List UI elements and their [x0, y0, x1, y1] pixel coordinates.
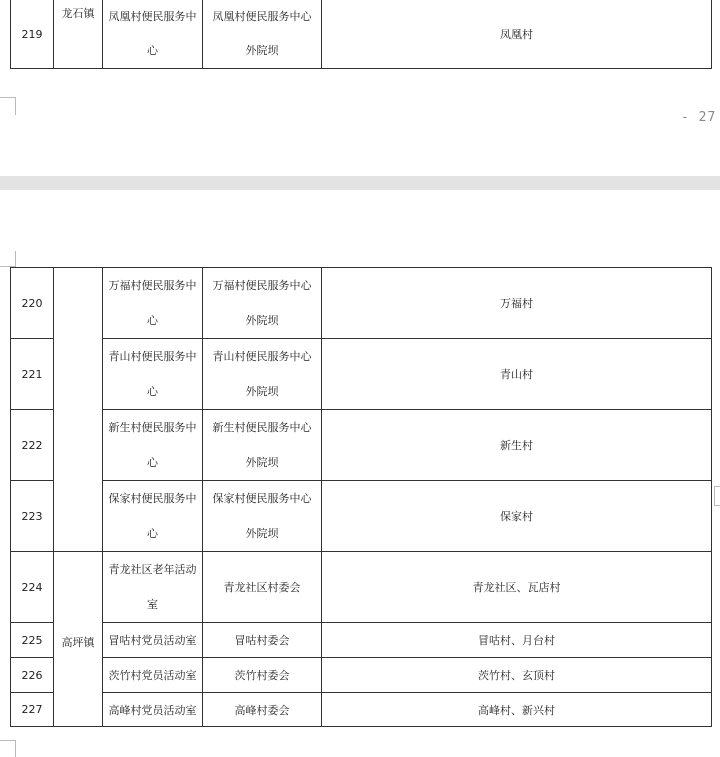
table-row	[11, 268, 712, 339]
row-no: 224	[11, 552, 54, 623]
address-cell: 冒咕村委会	[203, 623, 322, 658]
area-cell: 新生村	[322, 410, 712, 481]
area-cell: 青龙社区、瓦店村	[322, 552, 712, 623]
venue-cell: 新生村便民服务中 心	[103, 410, 203, 481]
row-no: 221	[11, 339, 54, 410]
address-line2: 外院坝	[245, 44, 279, 57]
row-no: 223	[11, 481, 54, 552]
margin-marker	[714, 486, 720, 506]
venue-cell: 万福村便民服务中 心	[103, 268, 203, 339]
row-no: 222	[11, 410, 54, 481]
area-cell: 凤凰村	[322, 0, 712, 69]
row-no: 227	[11, 693, 54, 727]
page-separator	[0, 176, 720, 190]
table-top	[10, 0, 712, 69]
address-cell: 万福村便民服务中心 外院坝	[203, 268, 322, 339]
venue-cell: 青龙社区老年活动 室	[103, 552, 203, 623]
table-row	[11, 623, 712, 658]
corner-mark	[0, 97, 16, 115]
venue-cell: 高峰村党员活动室	[103, 693, 203, 727]
venue-cell: 青山村便民服务中 心	[103, 339, 203, 410]
address-line1: 凤凰村便民服务中心	[212, 10, 312, 23]
row-no: 225	[11, 623, 54, 658]
area-cell: 万福村	[322, 268, 712, 339]
table-row	[11, 658, 712, 693]
table-row	[11, 481, 712, 552]
address-cell: 高峰村委会	[203, 693, 322, 727]
table-row	[11, 693, 712, 727]
venue-cell: 冒咕村党员活动室	[103, 623, 203, 658]
area-cell: 青山村	[322, 339, 712, 410]
venue-cell: 保家村便民服务中 心	[103, 481, 203, 552]
venue-cell: 茨竹村党员活动室	[103, 658, 203, 693]
address-cell: 新生村便民服务中心 外院坝	[203, 410, 322, 481]
area-cell: 茨竹村、玄顶村	[322, 658, 712, 693]
town-cell: 高坪镇	[54, 552, 103, 727]
address-cell: 青山村便民服务中心 外院坝	[203, 339, 322, 410]
table-row	[11, 0, 712, 69]
town-name: 龙石镇	[61, 7, 95, 20]
row-no: 226	[11, 658, 54, 693]
area-cell: 高峰村、新兴村	[322, 693, 712, 727]
row-no: 219	[11, 0, 54, 69]
table-row	[11, 552, 712, 623]
corner-mark	[0, 740, 16, 757]
table-row	[11, 410, 712, 481]
page-number: - 27	[681, 110, 717, 125]
venue-line2: 心	[147, 44, 158, 57]
venue-line1: 凤凰村便民服务中	[108, 10, 197, 23]
table-row	[11, 339, 712, 410]
address-cell	[203, 0, 322, 69]
town-cell	[54, 0, 103, 69]
area-cell: 冒咕村、月台村	[322, 623, 712, 658]
town-cell-blank	[54, 268, 103, 552]
corner-mark	[0, 251, 16, 267]
address-cell: 青龙社区村委会	[203, 552, 322, 623]
address-cell: 茨竹村委会	[203, 658, 322, 693]
address-cell: 保家村便民服务中心 外院坝	[203, 481, 322, 552]
table-main	[10, 267, 712, 727]
area-cell: 保家村	[322, 481, 712, 552]
venue-cell	[103, 0, 203, 69]
row-no: 220	[11, 268, 54, 339]
